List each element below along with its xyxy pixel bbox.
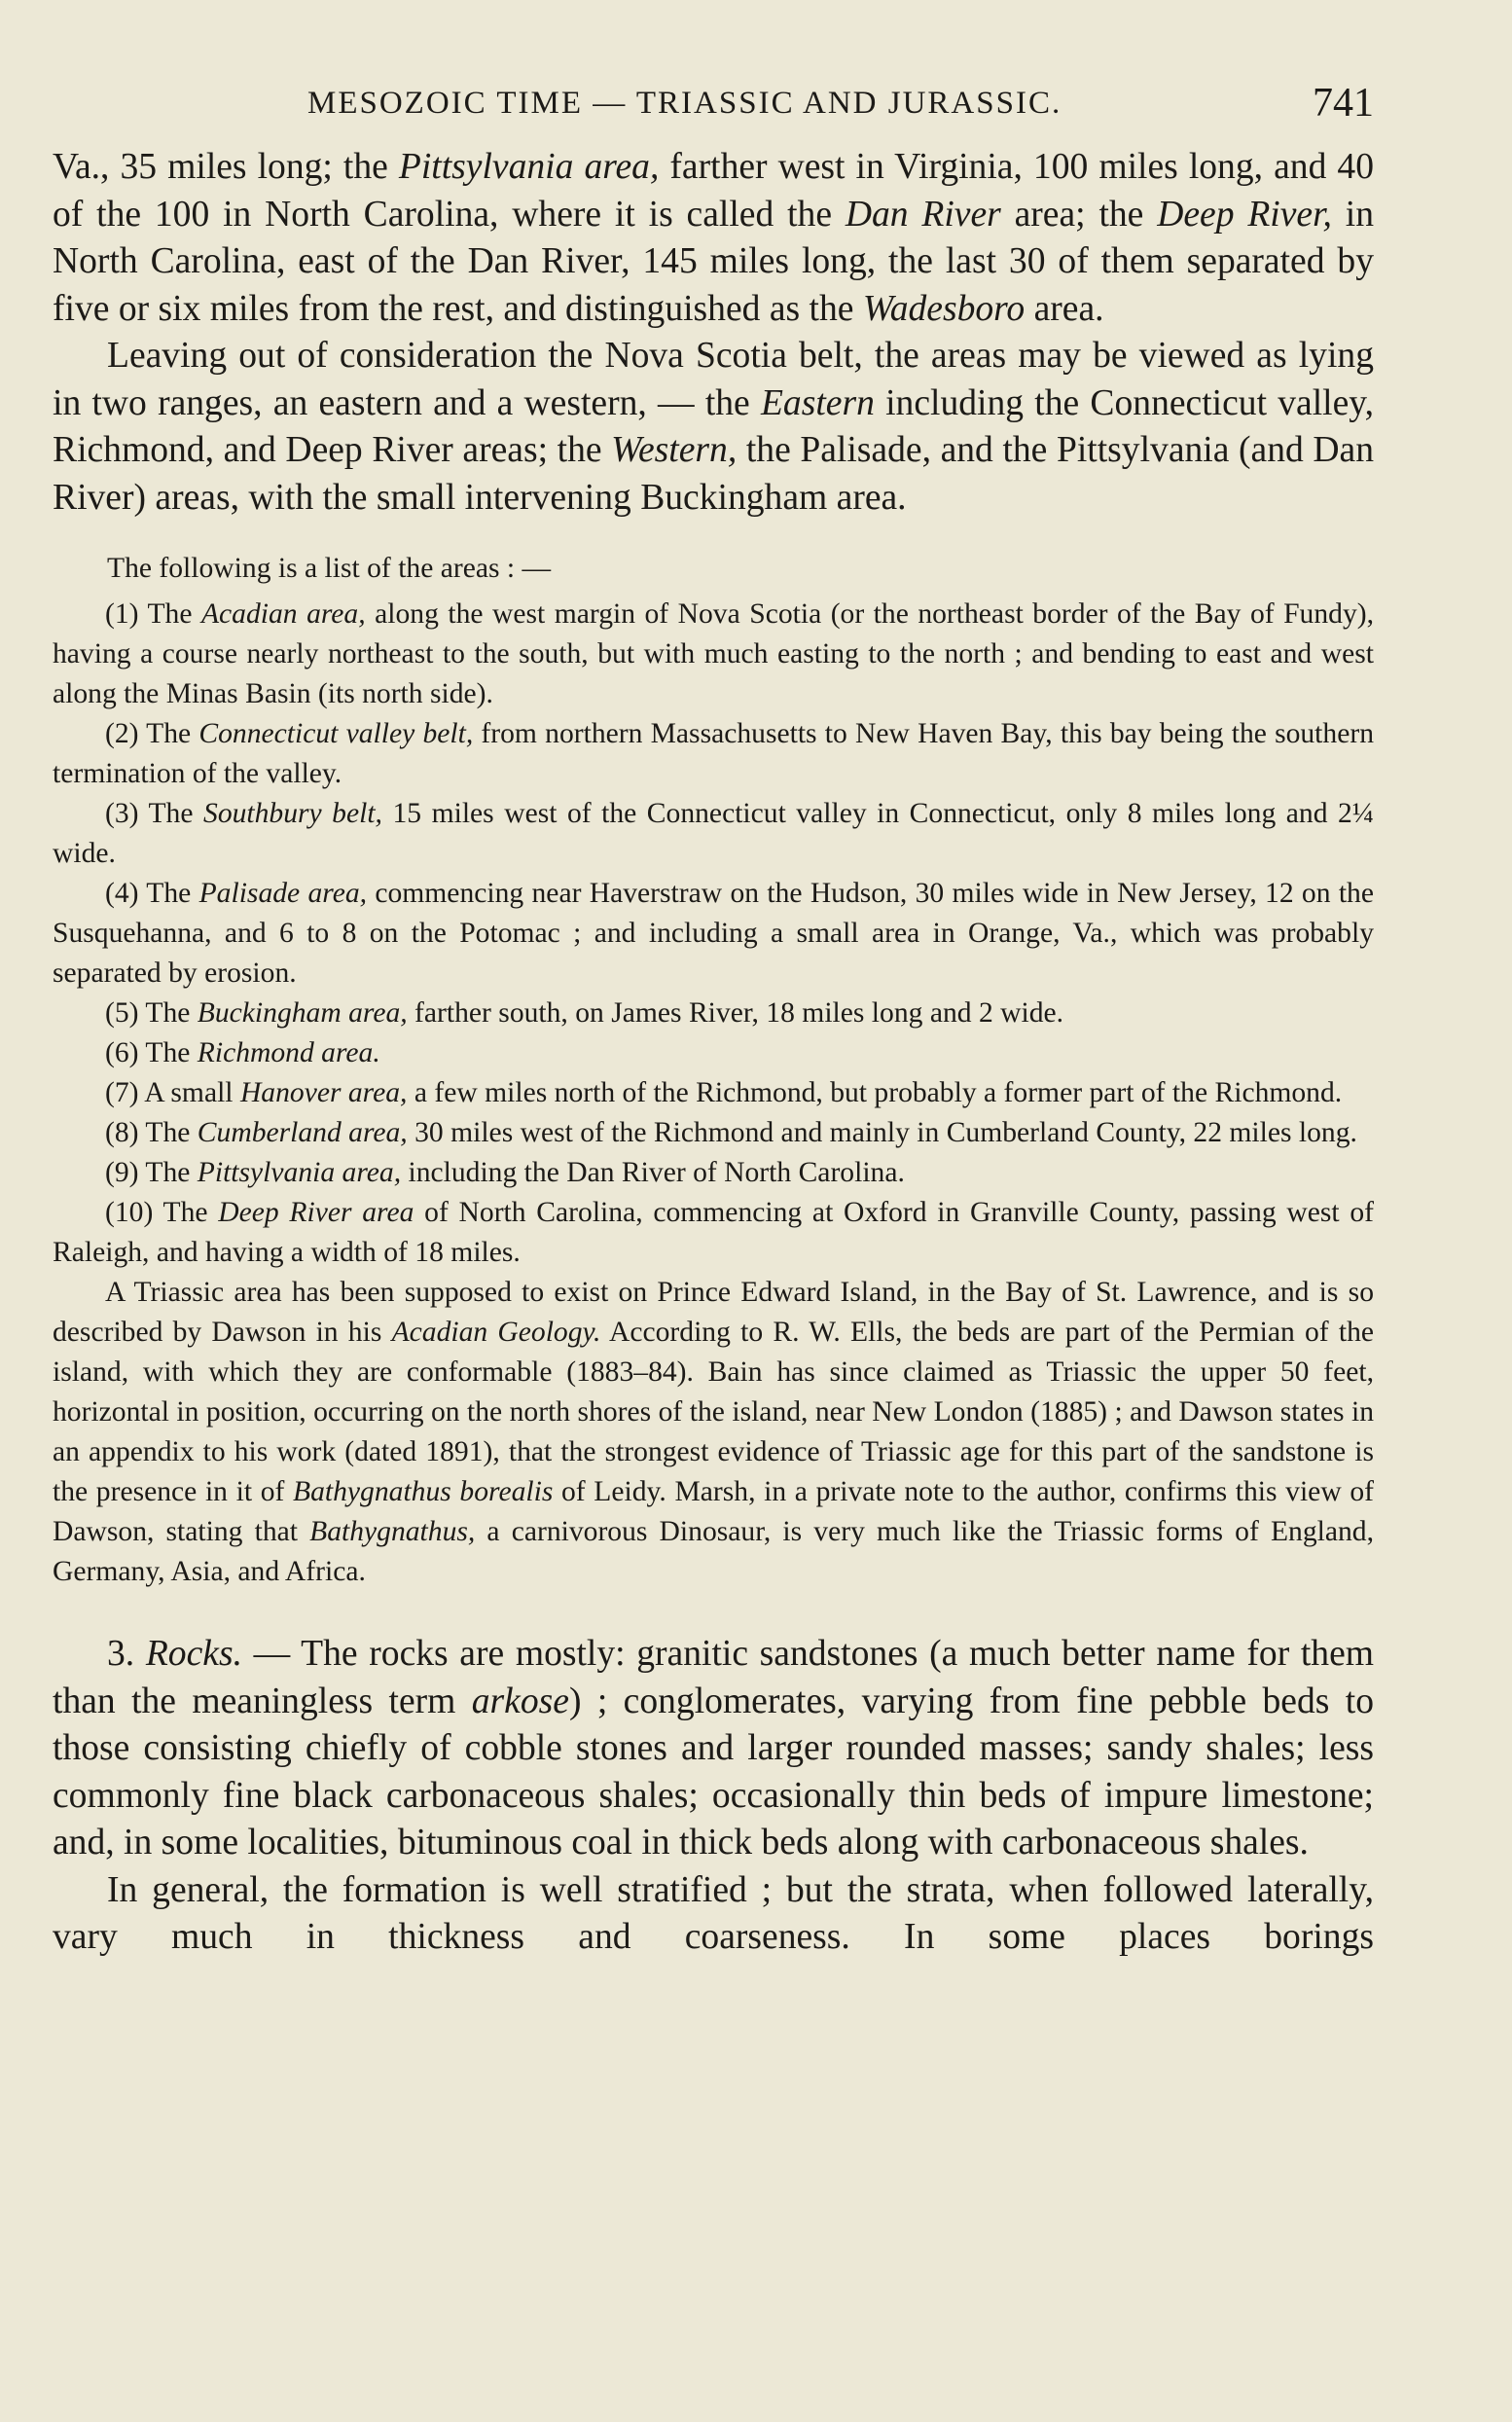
list-item: (7) A small Hanover area, a few miles north of the Richmond, but probably a former part of the Richmond. [105, 1077, 1343, 1108]
paragraph-stratification: In general, the formation is well stratified ; but the strata, when followed laterally, vary much in thickness and coarseness. In some places borings [53, 1869, 1374, 1957]
areas-list-block [53, 549, 1374, 1592]
list-item: (10) The Deep River area of North Carolina, commencing at Oxford in Granville County, passing west of Raleigh, and having a width of 18 miles. [53, 1197, 1374, 1268]
paragraph-rocks: 3. Rocks. — The rocks are mostly: granitic sandstones (a much better name for them than the meaningless term arkose) ; conglomerates, varying from fine pebble beds to those consisting chiefly of cobble stones and larger rounded masses; sandy shales; less commonly fine black carbonaceous shales; occasionally thin beds of impure limestone; and, in some localities, bituminous coal in thick beds along with carbonaceous shales. [53, 1634, 1374, 1862]
paragraph-ranges: Leaving out of consideration the Nova Scotia belt, the areas may be viewed as lying in two ranges, an eastern and a western, — the Eastern including the Connecticut valley, Richmond, and Deep River areas; the Western, the Palisade, and the Pittsylvania (and Dan River) areas, with the small intervening Buckingham area. [53, 336, 1375, 518]
list-item: (3) The Southbury belt, 15 miles west of the Connecticut valley in Connecticut, only 8 miles long and 2¼ wide. [53, 798, 1374, 869]
list-lead: The following is a list of the areas : — [107, 553, 552, 584]
prince-edward-note: A Triassic area has been supposed to exist on Prince Edward Island, in the Bay of St. Lawrence, and is so described by Dawson in his Acadian Geology. According to R. W. Ells, the beds are part of the Permian of the island, with which they are conformable (1883–84). Bain has since claimed as Triassic the upper 50 feet, horizontal in position, occurring on the north shores of the island, near New London (1885) ; and Dawson states in an appendix to his work (dated 1891), that the strongest evidence of Triassic age for this part of the sandstone is the presence in it of Bathygnathus borealis of Leidy. Marsh, in a private note to the author, confirms this view of Dawson, stating that Bathygnathus, a carnivorous Dinosaur, is very much like the Triassic forms of England, Germany, Asia, and Africa. [53, 1277, 1374, 1587]
list-item: (5) The Buckingham area, farther south, on James River, 18 miles long and 2 wide. [105, 997, 1064, 1029]
rocks-section [53, 1631, 1374, 1962]
page-number: 741 [1313, 81, 1374, 126]
list-item: (6) The Richmond area. [105, 1037, 380, 1068]
list-item: (2) The Connecticut valley belt, from northern Massachusetts to New Haven Bay, this bay being the southern termination of the valley. [53, 718, 1374, 789]
page-header [53, 76, 1374, 144]
list-item: (8) The Cumberland area, 30 miles west of the Richmond and mainly in Cumberland County, 22 miles long. [105, 1117, 1357, 1148]
paragraph-areas-continued: Va., 35 miles long; the Pittsylvania area, farther west in Virginia, 100 miles long, and 40 of the 100 in North Carolina, where it is called the Dan River area; the Deep River, in North Carolina, east of the Dan River, 145 miles long, the last 30 of them separated by five or six miles from the rest, and distinguished as the Wadesboro area. [53, 147, 1375, 329]
list-item: (1) The Acadian area, along the west margin of Nova Scotia (or the northeast border of the Bay of Fundy), having a course nearly northeast to the south, but with much easting to the north ; and bending to east and west along the Minas Basin (its north side). [53, 598, 1374, 709]
section-title: Rocks. [145, 1634, 242, 1674]
list-item: (4) The Palisade area, commencing near Haverstraw on the Hudson, 30 miles wide in New Jersey, 12 on the Susquehanna, and 6 to 8 on the Potomac ; and including a small area in Orange, Va., which was probably separated by erosion. [53, 878, 1374, 989]
running-head: MESOZOIC TIME — TRIASSIC AND JURASSIC. [307, 86, 1062, 121]
list-item: (9) The Pittsylvania area, including the Dan River of North Carolina. [105, 1157, 905, 1188]
